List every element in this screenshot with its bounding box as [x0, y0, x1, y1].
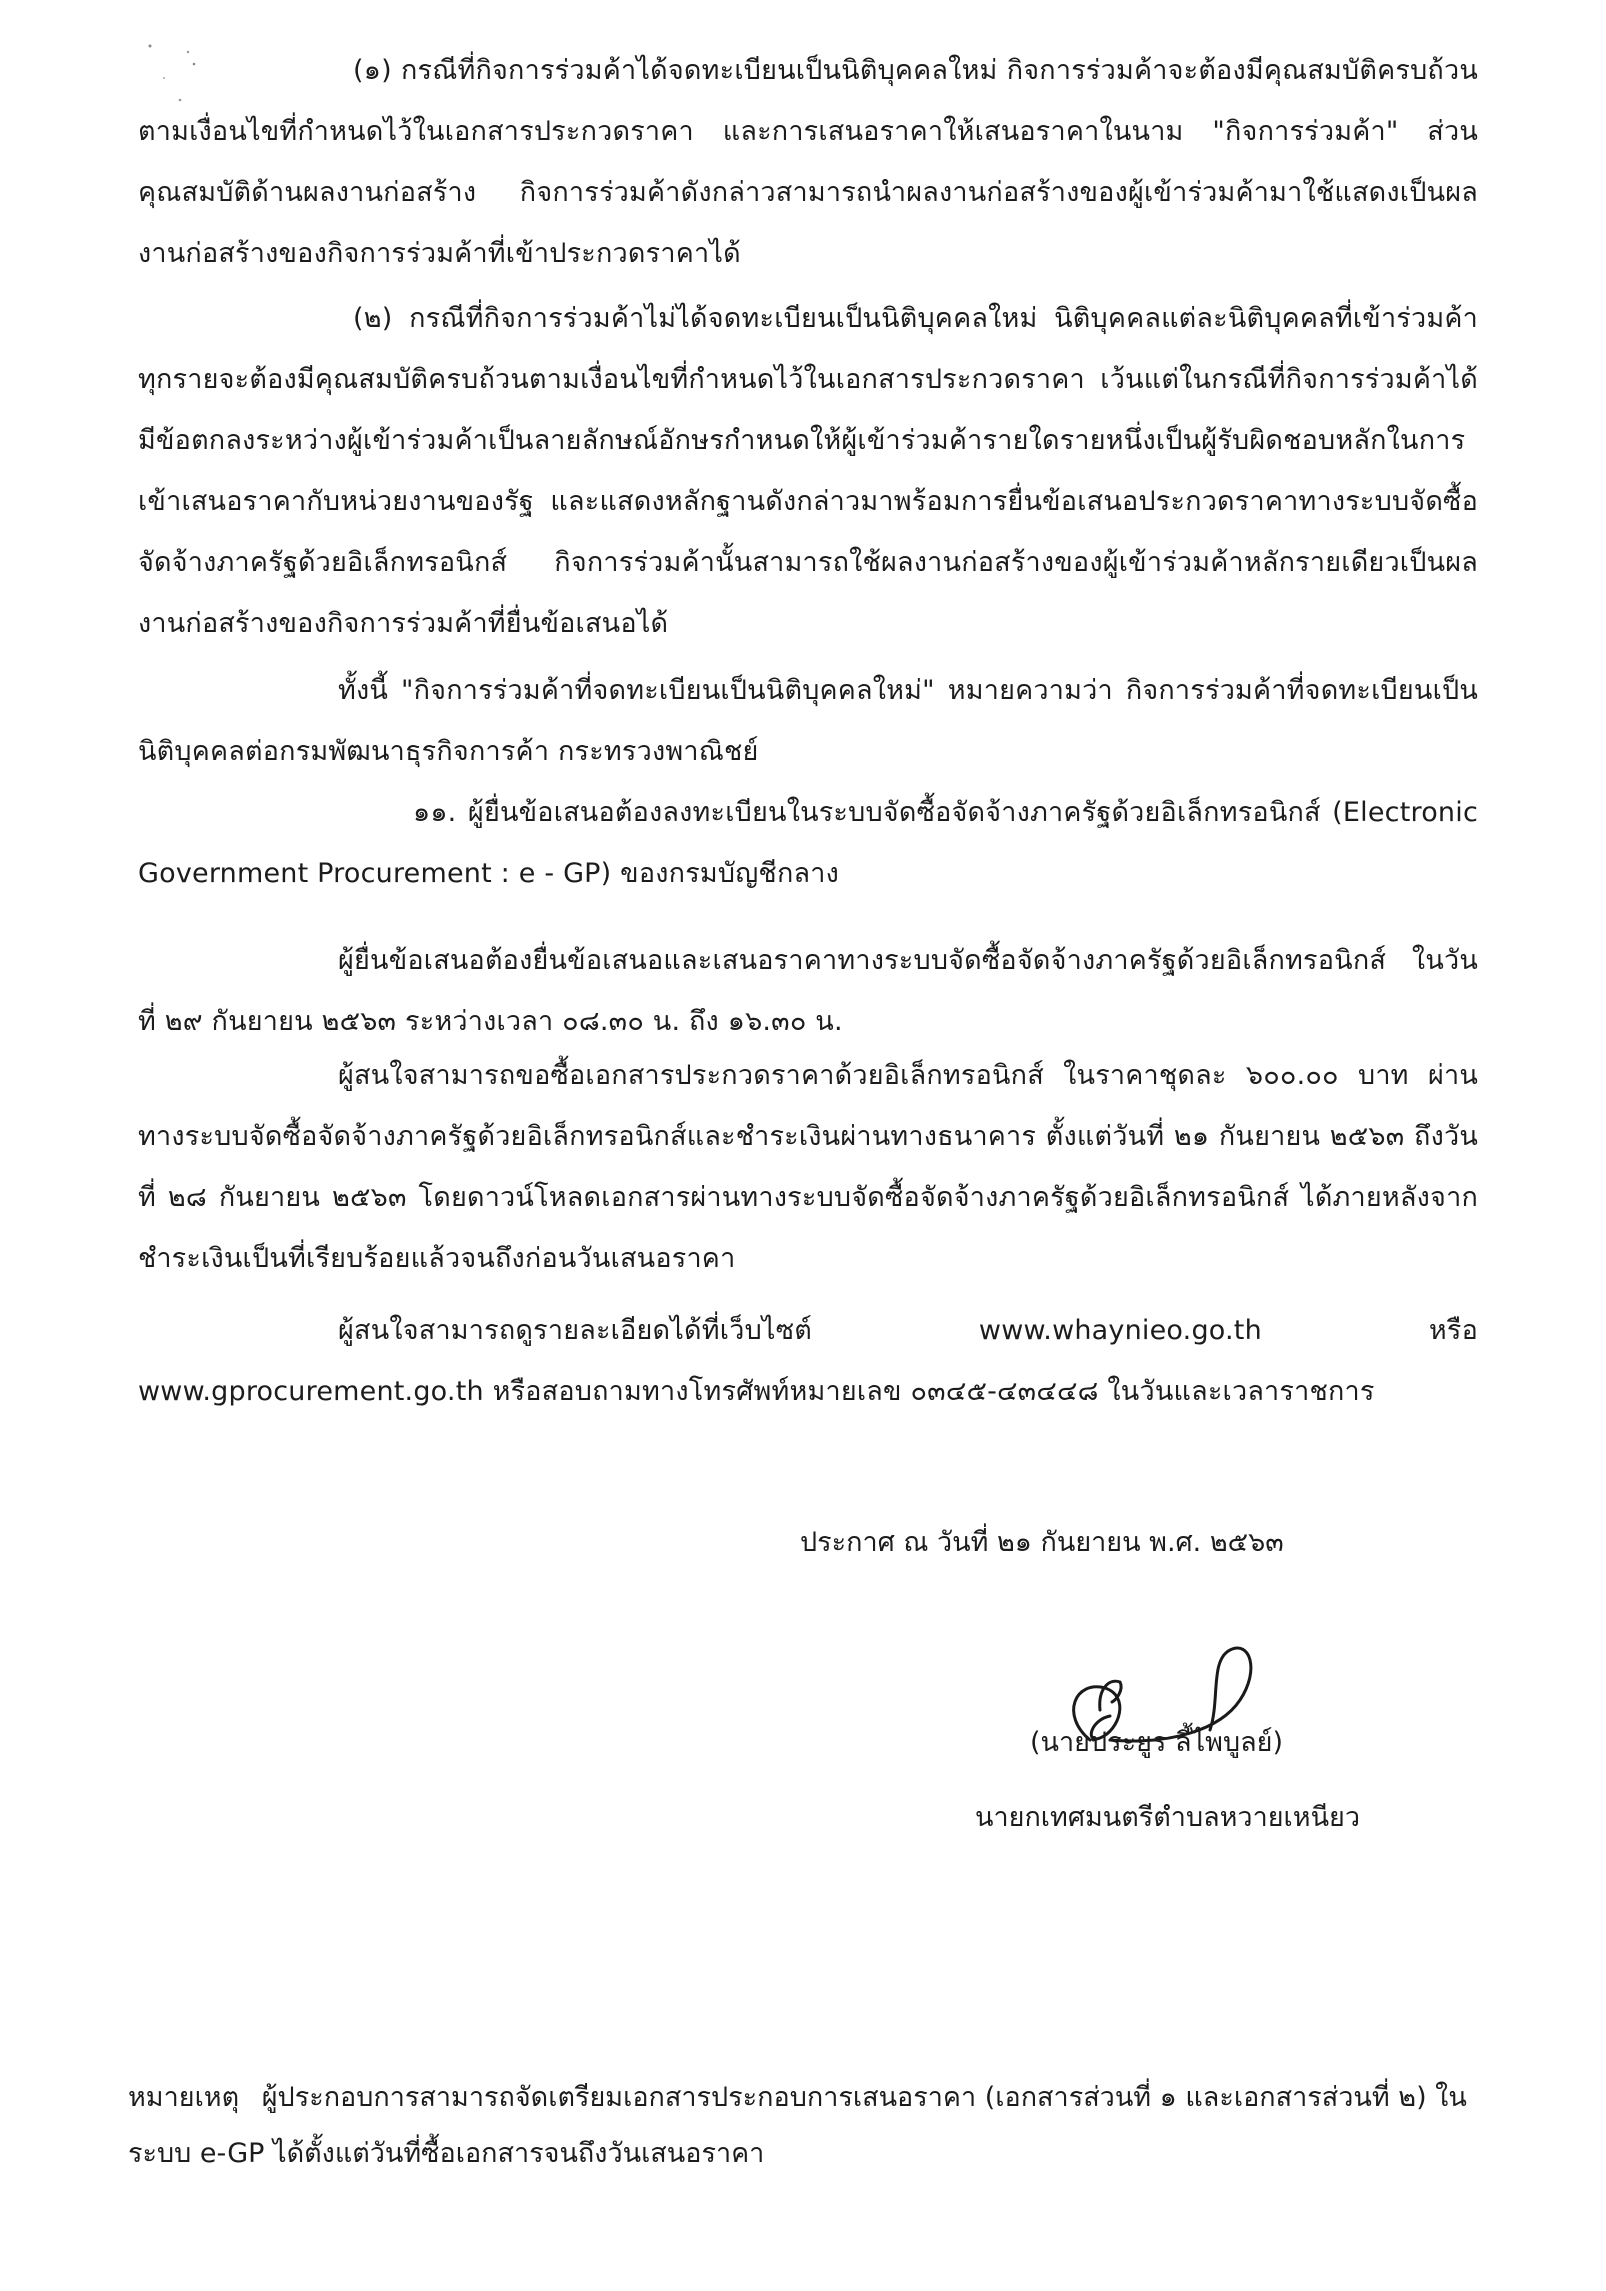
paragraph-contact-info: ผู้สนใจสามารถดูรายละเอียดได้ที่เว็บไซต์ www.whaynieo.go.th หรือ www.gprocurement.go.th หรือสอบถามทางโทรศัพท์หมายเลข ๐๓๔๕-๔๓๔๔๘ ในวันและเวลาราชการ — [138, 1315, 1478, 1407]
announcement-date: ประกาศ ณ วันที่ ๒๑ กันยายน พ.ศ. ๒๕๖๓ — [800, 1527, 1284, 1558]
footnote-text: ผู้ประกอบการสามารถจัดเตรียมเอกสารประกอบการเสนอราคา (เอกสารส่วนที่ ๑ และเอกสารส่วนที่ ๒) ในระบบ e-GP ได้ตั้งแต่วันที่ซื้อเอกสารจนถึงวันเสนอราคา — [128, 2082, 1467, 2169]
paragraph-definition: ทั้งนี้ "กิจการร่วมค้าที่จดทะเบียนเป็นนิติบุคคลใหม่" หมายความว่า กิจการร่วมค้าที่จดทะเบียนเป็นนิติบุคคลต่อกรมพัฒนาธุรกิจการค้า กระทรวงพาณิชย์ — [138, 675, 1478, 767]
paragraph-egp-registration: ๑๑. ผู้ยื่นข้อเสนอต้องลงทะเบียนในระบบจัดซื้อจัดจ้างภาครัฐด้วยอิเล็กทรอนิกส์ (Electronic Government Procurement : e - GP) ของกรมบัญชีกลาง — [138, 797, 1478, 889]
signer-title: นายกเทศมนตรีตำบลหวายเหนียว — [975, 1802, 1361, 1833]
paragraph-jv-registered: (๑) กรณีที่กิจการร่วมค้าได้จดทะเบียนเป็นนิติบุคคลใหม่ กิจการร่วมค้าจะต้องมีคุณสมบัติครบถ้วนตามเงื่อนไขที่กำหนดไว้ในเอกสารประกวดราคา และการเสนอราคาให้เสนอราคาในนาม "กิจการร่วมค้า" ส่วนคุณสมบัติด้านผลงานก่อสร้าง กิจการร่วมค้าดังกล่าวสามารถนำผลงานก่อสร้างของผู้เข้าร่วมค้ามาใช้แสดงเป็นผลงานก่อสร้างของกิจการร่วมค้าที่เข้าประกวดราคาได้ — [138, 55, 1478, 269]
signer-name: (นายประยูร ลี้ไพบูลย์) — [1030, 1727, 1283, 1758]
paragraph-submission-date: ผู้ยื่นข้อเสนอต้องยื่นข้อเสนอและเสนอราคาทางระบบจัดซื้อจัดจ้างภาครัฐด้วยอิเล็กทรอนิกส์ ในวันที่ ๒๙ กันยายน ๒๕๖๓ ระหว่างเวลา ๐๘.๓๐ น. ถึง ๑๖.๓๐ น. — [138, 945, 1478, 1037]
paragraph-document-purchase: ผู้สนใจสามารถขอซื้อเอกสารประกวดราคาด้วยอิเล็กทรอนิกส์ ในราคาชุดละ ๖๐๐.๐๐ บาท ผ่านทางระบบจัดซื้อจัดจ้างภาครัฐด้วยอิเล็กทรอนิกส์และชำระเงินผ่านทางธนาคาร ตั้งแต่วันที่ ๒๑ กันยายน ๒๕๖๓ ถึงวันที่ ๒๘ กันยายน ๒๕๖๓ โดยดาวน์โหลดเอกสารผ่านทางระบบจัดซื้อจัดจ้างภาครัฐด้วยอิเล็กทรอนิกส์ ได้ภายหลังจากชำระเงินเป็นที่เรียบร้อยแล้วจนถึงก่อนวันเสนอราคา — [138, 1060, 1478, 1274]
paragraph-jv-not-registered: (๒) กรณีที่กิจการร่วมค้าไม่ได้จดทะเบียนเป็นนิติบุคคลใหม่ นิติบุคคลแต่ละนิติบุคคลที่เข้าร่วมค้าทุกรายจะต้องมีคุณสมบัติครบถ้วนตามเงื่อนไขที่กำหนดไว้ในเอกสารประกวดราคา เว้นแต่ในกรณีที่กิจการร่วมค้าได้มีข้อตกลงระหว่างผู้เข้าร่วมค้าเป็นลายลักษณ์อักษรกำหนดให้ผู้เข้าร่วมค้ารายใดรายหนึ่งเป็นผู้รับผิดชอบหลักในการเข้าเสนอราคากับหน่วยงานของรัฐ และแสดงหลักฐานดังกล่าวมาพร้อมการยื่นข้อเสนอประกวดราคาทางระบบจัดซื้อจัดจ้างภาครัฐด้วยอิเล็กทรอนิกส์ กิจการร่วมค้านั้นสามารถใช้ผลงานก่อสร้างของผู้เข้าร่วมค้าหลักรายเดียวเป็นผลงานก่อสร้างของกิจการร่วมค้าที่ยื่นข้อเสนอได้ — [138, 303, 1478, 639]
footnote — [128, 2070, 1478, 2182]
footnote-label: หมายเหตุ — [128, 2082, 240, 2113]
handwritten-signature — [1050, 1620, 1310, 1790]
